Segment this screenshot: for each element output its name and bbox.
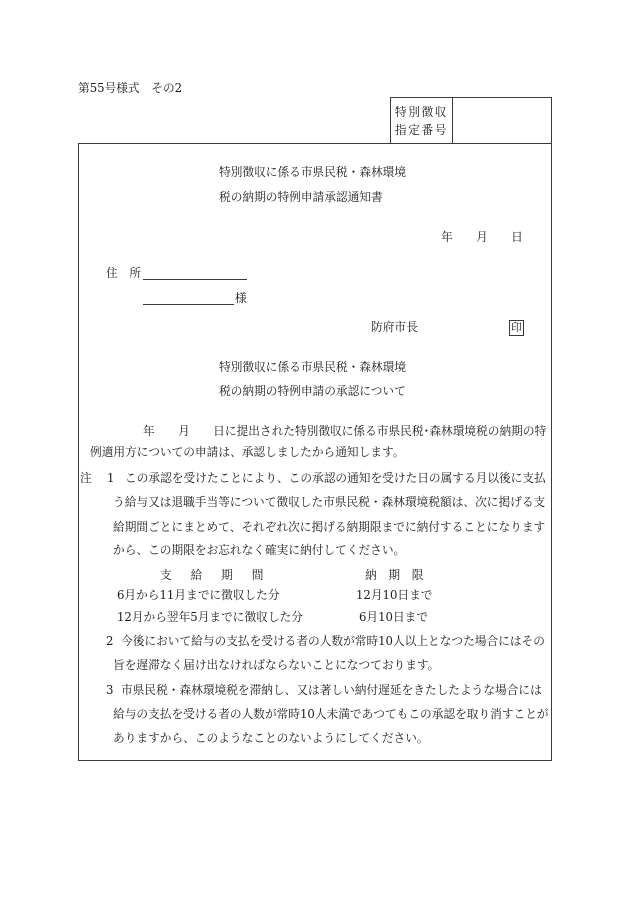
issuer-name: 防府市長 (371, 320, 418, 334)
note-line: 今後において給与の支払を受ける者の人数が常時10人以上となつた場合にはその (121, 634, 545, 648)
date-line: 年 月 日 (441, 230, 523, 244)
notice-title-line2: 税の納期の特例申請承認通知書 (219, 190, 383, 204)
designation-label-line2: 指定番号 (394, 122, 449, 137)
subtitle-line2: 税の納期の特例申請の承認について (219, 384, 406, 398)
designation-number-box (390, 97, 552, 144)
addressee-underline (143, 304, 234, 305)
note-line: 市県民税・森林環境税を滞納し、又は著しい納付遅延をきたしたような場合には (121, 683, 542, 697)
schedule-cell-deadline: 6月10日まで (359, 610, 429, 624)
note-line: から、この期限をお忘れなく確実に納付してください。 (113, 543, 406, 557)
designation-label-line1: 特別徴収 (394, 104, 449, 119)
note-line: ありますから、このようなことのないようにしてください。 (113, 731, 429, 745)
designation-number-label-cell (391, 98, 453, 143)
schedule-cell-deadline: 12月10日まで (356, 588, 433, 602)
note-line: う給与又は退職手当等について徴収した市県民税・森林環境税額は、次に掲げる支 (113, 495, 546, 509)
subtitle-line1: 特別徴収に係る市県民税・森林環境 (219, 360, 407, 374)
address-label: 住 所 (106, 266, 142, 280)
notice-title-line1: 特別徴収に係る市県民税・森林環境 (219, 165, 407, 179)
seal-box: 印 (511, 321, 522, 334)
body-line: 年 月 日に提出された特別徴収に係る市県民税･森林環境税の納期の特 (143, 424, 547, 438)
schedule-cell-period: 12月から翌年5月までに徴収した分 (117, 610, 303, 624)
address-underline (143, 279, 247, 280)
note-number: 1 (107, 471, 115, 485)
note-line: 旨を遅滞なく届け出なければならないことになつております。 (113, 658, 440, 672)
form-number: 第55号様式 その2 (78, 81, 183, 95)
honorific: 様 (235, 291, 247, 305)
body-line: 例適用方についての申請は、承認しましたから通知します。 (90, 445, 405, 459)
notes-label: 注 (80, 471, 92, 485)
designation-number-value-cell (453, 98, 551, 143)
note-line: この承認を受けたことにより、この承認の通知を受けた日の属する月以後に支払 (125, 471, 546, 485)
note-line: 給与の支払を受ける者の人数が常時10人未満であつてもこの承認を取り消すことが (113, 707, 549, 721)
note-number: 2 (106, 634, 114, 648)
schedule-header-period: 支 給 期 間 (160, 568, 268, 582)
schedule-header-deadline: 納 期 限 (365, 568, 424, 582)
note-line: 給期間ごとにまとめて、それぞれ次に掲げる納期限までに納付することになります (113, 520, 546, 534)
note-number: 3 (106, 683, 114, 697)
schedule-cell-period: 6月から11月までに徴収した分 (117, 588, 280, 602)
